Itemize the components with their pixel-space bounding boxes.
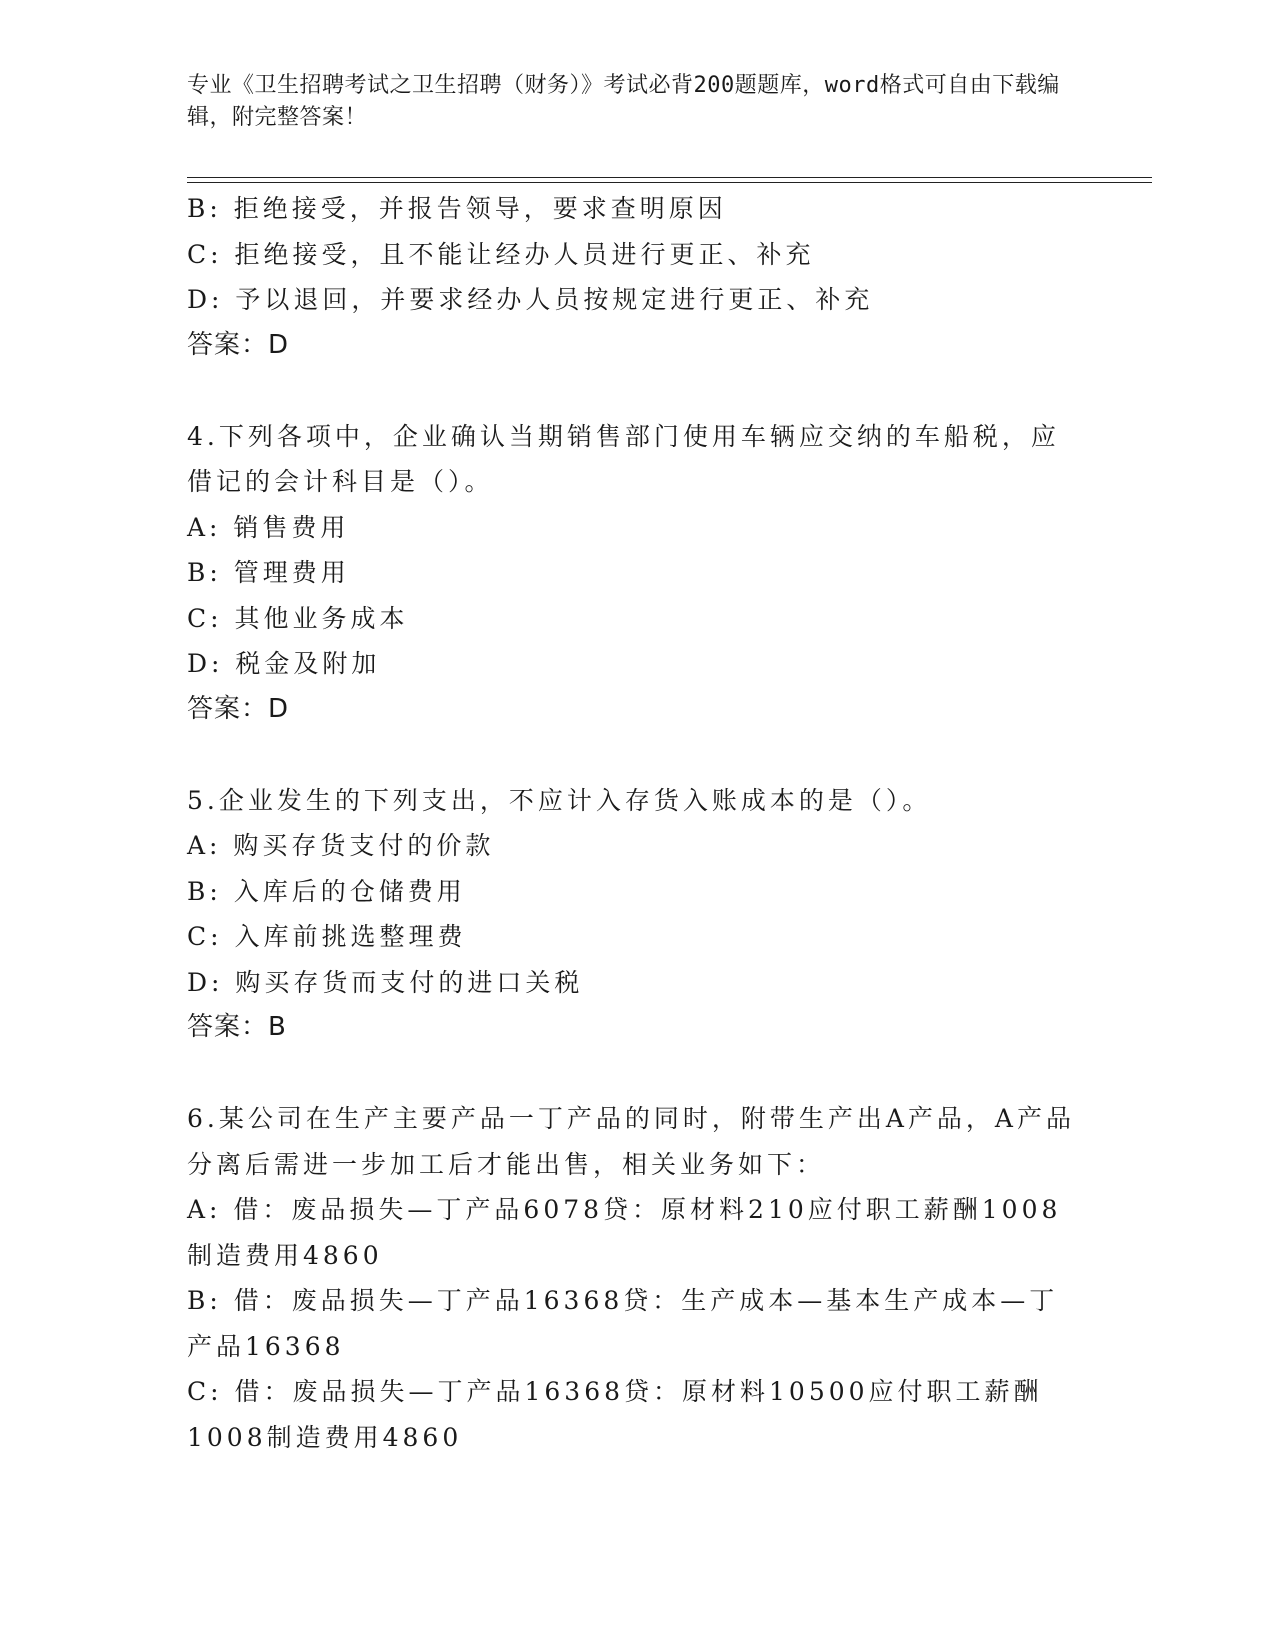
option-b: B: 管理费用 [187, 558, 350, 587]
option-a: A: 销售费用 [187, 512, 350, 542]
question-4 [187, 414, 1087, 733]
option-c: C: 入库前挑选整理费 [187, 922, 467, 951]
spacer [187, 368, 1087, 414]
question-3-tail [187, 186, 1087, 368]
option-c: C: 其他业务成本 [187, 603, 409, 633]
header-divider-top [187, 177, 1152, 178]
question-6 [187, 1096, 1087, 1460]
question-stem: 4.下列各项中，企业确认当期销售部门使用车辆应交纳的车船税，应借记的会计科目是（）。 [187, 421, 1060, 496]
header-divider-bottom [187, 182, 1152, 183]
spacer [187, 732, 1087, 778]
spacer [187, 1051, 1087, 1097]
option-d: D: 予以退回，并要求经办人员按规定进行更正、补充 [187, 285, 874, 314]
question-stem: 5.企业发生的下列支出，不应计入存货入账成本的是（）。 [187, 785, 932, 815]
option-b: B: 借：废品损失—丁产品16368贷：生产成本—基本生产成本—丁产品16368 [187, 1286, 1059, 1361]
option-c: C: 借：废品损失—丁产品16368贷：原材料10500应付职工薪酬1008制造费用4860 [187, 1377, 1043, 1452]
option-b: B: 拒绝接受，并报告领导，要求查明原因 [187, 194, 727, 223]
answer: 答案：D [187, 329, 290, 360]
document-header: 专业《卫生招聘考试之卫生招聘（财务）》考试必背200题题库，word格式可自由下载编辑，附完整答案！ [187, 73, 1060, 130]
answer: 答案：B [187, 1012, 287, 1042]
option-d: D: 税金及附加 [187, 649, 381, 678]
question-5 [187, 778, 1087, 1051]
option-a: A: 借：废品损失—丁产品6078贷：原材料210应付职工薪酬1008制造费用4860 [187, 1195, 1062, 1270]
question-stem: 6.某公司在生产主要产品一丁产品的同时，附带生产出A产品，A产品分离后需进一步加工后才能出售，相关业务如下： [187, 1104, 1075, 1179]
answer: 答案：D [187, 693, 290, 724]
question-list [187, 186, 1087, 1460]
option-a: A: 购买存货支付的价款 [187, 831, 495, 860]
option-d: D: 购买存货而支付的进口关税 [187, 967, 584, 997]
option-c: C: 拒绝接受，且不能让经办人员进行更正、补充 [187, 239, 815, 269]
option-b: B: 入库后的仓储费用 [187, 876, 466, 906]
